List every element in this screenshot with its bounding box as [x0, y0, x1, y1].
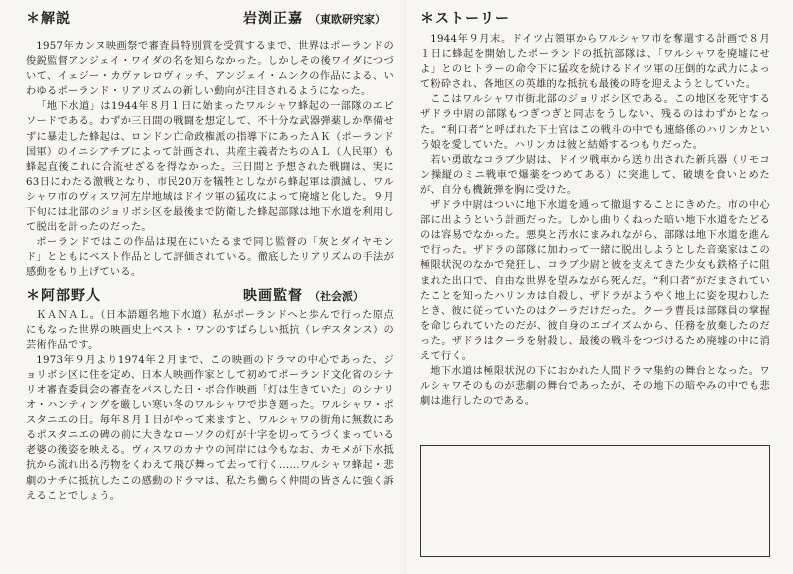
review-byline	[243, 10, 386, 29]
director-title: ＊阿部野人	[26, 287, 101, 304]
story-paragraph: ザドラ中尉はついに地下水道を通って撤退することにきめた。市の中心部に出ようという計画だった。しかし曲りくねった暗い地下水道をたどるのは容易でなかった。悪臭と汚水にまみれながら、部隊は地下水道を進んで行った。ザドラの部隊に加わって一緒に脱出しようとした音楽家はこの極限状況のなかで発狂し、コラブ少尉と彼を支えてきた少女も鉄格子に阻まれた出口で、自由な世界を望みながら死んだ。“利口者”がだまされていたことを知ったハリンカは自殺し、ザドラがようやく地上に姿を現わしたとき、彼に従っていたのはクーラだけだった。クーラ曹長は部隊員の掌握を命じられていたのだが、彼自身のエゴイズムから、任務を放棄したのだった。ザドラはクーラを射殺し、最後の戦斗をつづけるため廃墟の中に消えて行く。	[420, 200, 770, 362]
story-paragraph: ここはワルシャワ市街北部のジョリボシ区である。この地区を死守するザドラ中尉の部隊もつぎつぎと同志をうしない、残るのはわずかとなった。“利口者”と呼ばれた下士官はこの戦斗の中でも連絡係のハリンカという娘を愛していた。ハリンカは彼と結婚するつもりだった。	[420, 94, 770, 151]
left-column	[26, 10, 394, 504]
right-column	[420, 10, 770, 409]
review-title: ＊解説	[26, 11, 71, 27]
review-paragraph: 1957年カンヌ映画祭で審査員特別賞を受賞するまで、世界はポーランドの俊鋭監督アンジェイ・ワイダの名を知らなかった。しかしその後ワイダにつづいて、イェジー・カヴァレロヴィッチ、アンジェイ・ムンクの作品による、いわゆるポーランド・リアリズムの新しい動向が注目されるようになった。	[26, 41, 394, 98]
story-paragraph: 1944年９月末。ドイツ占領軍からワルシャワ市を奪還する計画で８月１日に蜂起を開始したポーランドの抵抗部隊は、「ワルシャワを廃墟にせよ」とのヒトラーの命令下に猛攻を続けるドイツ軍の圧倒的な武力によって粉砕され、各地区の英雄的な抵抗も最後の時を迎えようとしていた。	[420, 34, 770, 91]
director-paragraph: 1973年９月より1974年２月まで、この映画のドラマの中心であった、ジョリボシ区に住を定め、日本人映画作家として初めてポーランド文化省のシナリオ審査委員会の審査をパスした日・ポ合作映画「灯は生きていた」のシナリオ・ハンティングを厳しい寒い冬のワルシャワで歩き廻った。ワルシャワ・ポスタニエの日。毎年８月１日がやって来ますと、ワルシャワの街角に無数にあるポスタニエの碑の前に大きなローソクの灯が十字を切ってうづくまっている老婆の後姿を映える。ヴィスワのカナウの河岸には今もなお、カモメが下水抵抗から流れ出る汚物をくわえて飛び舞って去って行く……ワルシャワ蜂起・悲劇のナチに抵抗したこの感動のドラマは、私たち働らく仲間の皆さんに強く訴えることでしょう。	[26, 354, 394, 502]
story-header	[420, 10, 770, 28]
director-header	[26, 287, 394, 306]
blank-box	[420, 445, 770, 557]
review-header	[26, 10, 394, 29]
review-paragraph: ポーランドではこの作品は現在にいたるまで同じ監督の「灰とダイヤモンド」とともにベスト作品として評価されている。徹底したリアリズムの手法が感動をもり上げている。	[26, 237, 394, 279]
story-body	[420, 32, 770, 409]
director-affiliation: （社会派）	[309, 289, 364, 303]
review-body	[26, 39, 394, 281]
story-paragraph: 若い勇敢なコラブ少尉は、ドイツ戦車から送り出された新兵器（リモコン操縦のミニ戦車で爆薬をつめてある）に突進して、破壊を食いとめたが、自分も機銃弾を胸に受けた。	[420, 154, 770, 196]
director-role: 映画監督	[243, 287, 303, 304]
review-paragraph: 「地下水道」は1944年８月１日に始まったワルシャワ蜂起の一部隊のエピソードである。わずか三日間の戦闘を想定して、不十分な武器弾薬しか準備せずに暴走した蜂起は、ロンドン亡命政権派の指導下にあったＡＫ（ポーランド国軍）のイニシアチブによって計画され、共産主義者たちのＡＬ（人民軍）も蜂起直後これに合流せざるを得なかった。三日間と予想された戦闘は、実に63日にわたる激戦となり、市民20万を犠牲としながら蜂起軍は潰滅し、ワルシャワ市のヴィスワ河左岸地域はドイツ軍の猛攻によって廃墟と化した。９月下旬には北部のジョリボシ区を最後まで防衛した蜂起部隊は地下水道を利用して脱出を計ったのだった。	[26, 101, 394, 234]
story-closing: 地下水道は極限状況の下におかれた人間ドラマ集約の舞台となった。ワルシャワそのものが悲劇の舞台であったが、その地下の暗やみの中でも悲劇は進行したのである。	[420, 366, 770, 408]
review-affiliation: （東欧研究家）	[309, 13, 386, 26]
page-fold	[404, 0, 405, 574]
director-byline	[243, 287, 364, 306]
story-title: ＊ストーリー	[420, 11, 510, 27]
review-author: 岩渕正嘉	[243, 11, 303, 27]
director-paragraph: ＫＡＮＡＬ。（日本語題名地下水道）私がポーランドへと歩んで行った原点にもなった世界の映画史上ベスト・ワンのすばらしい抵抗（レヂスタンス）の芸術作品です。	[26, 309, 394, 351]
director-body	[26, 308, 394, 504]
